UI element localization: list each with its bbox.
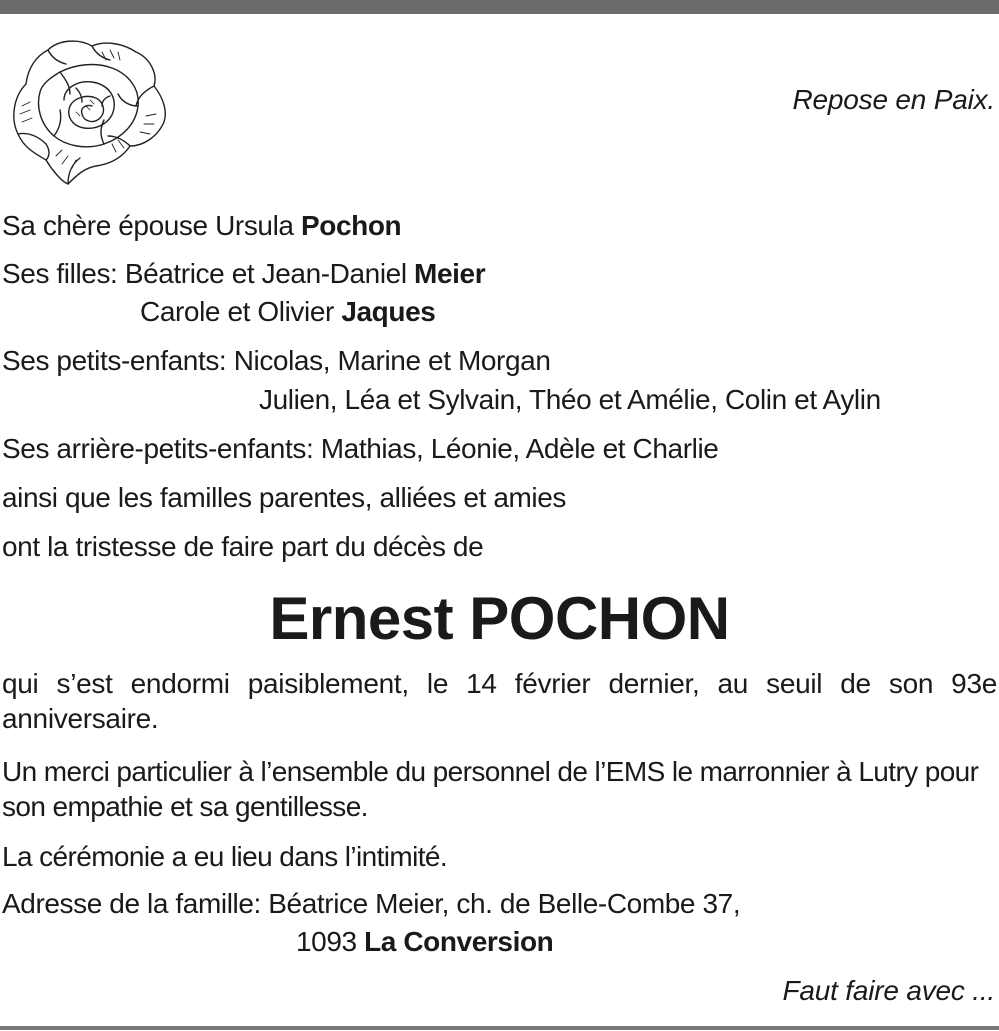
daughters-line-1 <box>2 258 485 290</box>
address-line-1 <box>2 888 740 920</box>
daughters-label: Ses filles: <box>2 258 125 289</box>
passing-paragraph: qui s’est endormi paisiblement, le 14 février dernier, au seuil de son 93e anniversaire. <box>2 668 997 734</box>
bottom-border-rule <box>0 1026 999 1030</box>
ceremony-paragraph: La cérémonie a eu lieu dans l’intimité. <box>2 841 448 872</box>
grandchildren-label: Ses petits-enfants: <box>2 345 234 376</box>
address-city: La Conversion <box>364 926 554 957</box>
families-line: ainsi que les familles parentes, alliées et amies <box>2 482 567 513</box>
daughters-line-2 <box>140 296 435 328</box>
address-label: Adresse de la famille: <box>2 888 269 919</box>
address-street: Béatrice Meier, ch. de Belle-Combe 37, <box>268 888 741 919</box>
spouse-prefix: Sa chère épouse Ursula <box>2 210 301 241</box>
grandchildren-names-1: Nicolas, Marine et Morgan <box>233 345 551 376</box>
spouse-line <box>2 210 401 242</box>
spouse-surname: Pochon <box>300 210 402 241</box>
thanks-paragraph: Un merci particulier à l’ensemble du personnel de l’EMS le marronnier à Lutry pour son empathie et sa gentillesse. <box>2 756 979 822</box>
daughter-2-names: Carole et Olivier <box>140 296 342 327</box>
top-border-rule <box>0 0 999 14</box>
address-line-2 <box>296 926 553 958</box>
closing-text: Faut faire avec ... <box>782 975 995 1006</box>
daughter-1-surname: Meier <box>414 258 486 289</box>
deceased-name: Ernest POCHON <box>269 585 730 652</box>
address-postcode: 1093 <box>296 926 365 957</box>
grandchildren-line-1 <box>2 345 551 377</box>
grandchildren-line-2: Julien, Léa et Sylvain, Théo et Amélie, Colin et Aylin <box>259 384 881 415</box>
daughter-1-names: Béatrice et Jean-Daniel <box>124 258 415 289</box>
motto-text: Repose en Paix. <box>792 84 995 115</box>
daughter-2-surname: Jaques <box>341 296 436 327</box>
announcement-line: ont la tristesse de faire part du décès de <box>2 531 484 562</box>
great-grandchildren-line: Ses arrière-petits-enfants: Mathias, Léonie, Adèle et Charlie <box>2 433 719 464</box>
rose-icon <box>6 36 168 186</box>
